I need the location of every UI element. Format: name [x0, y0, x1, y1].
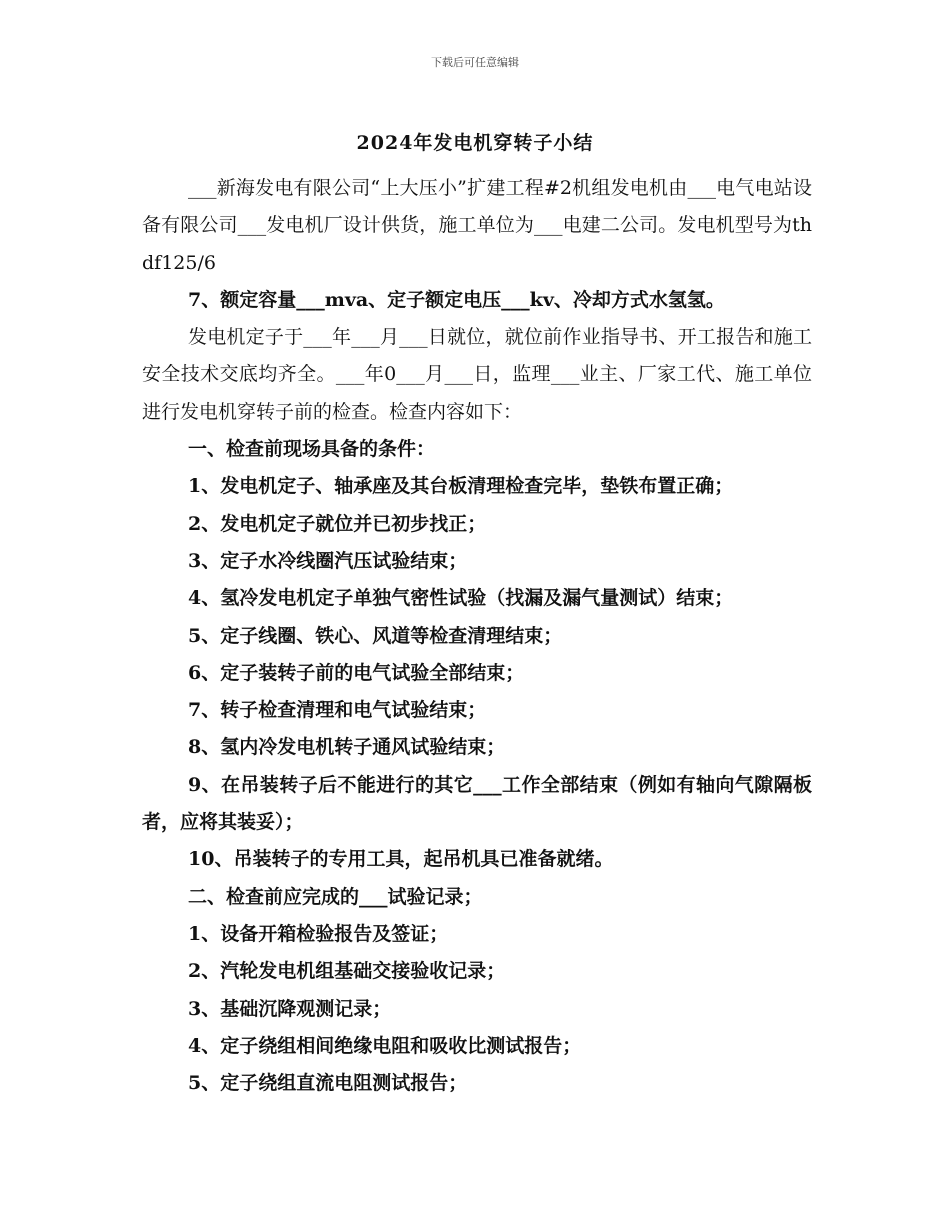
list-item: 2、汽轮发电机组基础交接验收记录； [188, 960, 506, 983]
list-item: 4、氢冷发电机定子单独气密性试验（找漏及漏气量测试）结束； [188, 587, 734, 610]
document-body [142, 170, 812, 1102]
list-item: 3、定子水冷线圈汽压试验结束； [188, 549, 468, 572]
list-item: 1、发电机定子、轴承座及其台板清理检查完毕，垫铁布置正确； [188, 475, 734, 498]
section-heading: 二、检查前应完成的___试验记录； [188, 885, 483, 908]
list-item: 3、基础沉降观测记录； [188, 997, 392, 1020]
list-item: 7、转子检查清理和电气试验结束； [188, 699, 487, 722]
list-item: 1、设备开箱检验报告及签证； [188, 922, 449, 945]
list-item: 10、吊装转子的专用工具，起吊机具已准备就绪。 [188, 848, 614, 871]
header-note: 下载后可任意编辑 [431, 56, 519, 69]
list-item: 5、定子线圈、铁心、风道等检查清理结束； [188, 624, 563, 647]
document-title: 2024年发电机穿转子小结 [356, 132, 594, 154]
paragraph: 7、额定容量___mva、定子额定电压___kv、冷却方式水氢氢。 [188, 288, 725, 311]
paragraph: 发电机定子于___年___月___日就位，就位前作业指导书、开工报告和施工安全技术交底均齐全。___年0___月___日，监理___业主、厂家工代、施工单位进行发电机穿转子前的检查。检查内容如下： [142, 326, 812, 423]
list-item: 4、定子绕组相间绝缘电阻和吸收比测试报告； [188, 1034, 582, 1057]
section-heading: 一、检查前现场具备的条件： [188, 438, 436, 461]
list-item: 8、氢内冷发电机转子通风试验结束； [188, 736, 506, 759]
list-item: 6、定子装转子前的电气试验全部结束； [188, 661, 525, 684]
paragraph: ___新海发电有限公司“上大压小”扩建工程#2机组发电机由___电气电站设备有限公司___发电机厂设计供货，施工单位为___电建二公司。发电机型号为thdf125/6 [142, 177, 812, 274]
list-item: 2、发电机定子就位并已初步找正； [188, 512, 487, 535]
list-item: 5、定子绕组直流电阻测试报告； [188, 1072, 468, 1095]
list-item: 9、在吊装转子后不能进行的其它___工作全部结束（例如有轴向气隙隔板者，应将其装妥）； [142, 773, 812, 834]
